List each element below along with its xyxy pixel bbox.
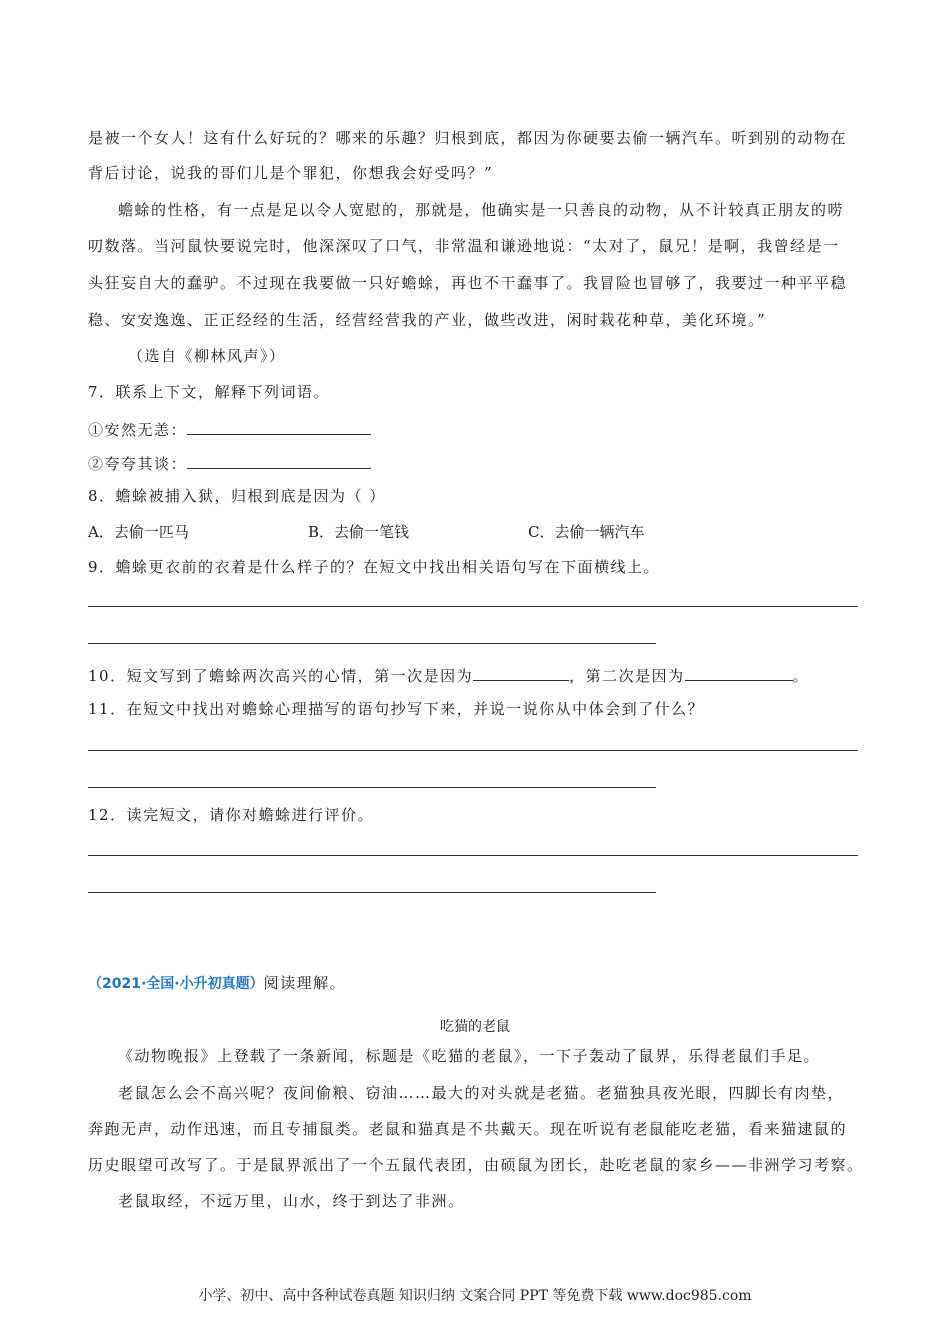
answer-line[interactable] <box>88 892 656 893</box>
answer-blank[interactable] <box>187 452 371 469</box>
article-line: 老鼠取经，不远万里，山水，终于到达了非洲。 <box>118 1192 465 1210</box>
article-line: 历史眼望可改写了。于是鼠界派出了一个五鼠代表团，由硕鼠为团长，赴吃老鼠的家乡——非洲学习考察。 <box>88 1156 864 1174</box>
passage-line: 蟾蜍的性格，有一点是足以令人宽慰的，那就是，他确实是一只善良的动物，从不计较真正朋友的唠 <box>118 201 845 219</box>
passage-line: 叨数落。当河鼠快要说完时，他深深叹了口气，非常温和谦逊地说：“太对了，鼠兄！是啊，我曾经是一 <box>88 237 840 255</box>
exam-source-tag[interactable]: （2021·全国·小升初真题） <box>88 976 264 992</box>
question-10-text: 10．短文写到了蟾蜍两次高兴的心情，第一次是因为 <box>88 667 474 685</box>
section-header <box>88 973 868 994</box>
answer-line[interactable] <box>88 643 656 644</box>
answer-blank[interactable] <box>685 664 793 681</box>
question-7-b <box>88 452 868 474</box>
passage-source: （选自《柳林风声》） <box>128 347 286 365</box>
option-a[interactable]: A．去偷一匹马 <box>88 523 189 541</box>
question-12: 12．读完短文，请你对蟾蜍进行评价。 <box>88 806 375 824</box>
question-10-text: ，第二次是因为 <box>569 667 685 685</box>
page-footer: 小学、初中、高中各种试卷真题 知识归纳 文案合同 PPT 等免费下载 www.doc985.com <box>198 1288 752 1304</box>
answer-line[interactable] <box>88 750 858 751</box>
passage-line: 背后讨论，说我的哥们儿是个罪犯，你想我会好受吗？” <box>88 164 494 182</box>
passage-line: 是被一个女人！这有什么好玩的？哪来的乐趣？归根到底，都因为你硬要去偷一辆汽车。听到别的动物在 <box>88 129 848 147</box>
passage-line: 稳、安安逸逸、正正经经的生活，经营经营我的产业，做些改进，闲时栽花种草，美化环境。” <box>88 311 767 329</box>
question-10 <box>88 664 868 686</box>
passage-line: 头狂妄自大的蠢驴。不过现在我要做一只好蟾蜍，再也不干蠢事了。我冒险也冒够了，我要过一种平平稳 <box>88 274 848 292</box>
question-7: 7．联系上下文，解释下列词语。 <box>88 383 331 401</box>
answer-line[interactable] <box>88 606 858 607</box>
question-10-text: 。 <box>792 667 810 685</box>
article-line: 奔跑无声，动作迅速，而且专捕鼠类。老鼠和猫真是不共戴天。现在听说有老鼠能吃老猫，看来猫逮鼠的 <box>88 1120 848 1138</box>
option-c[interactable]: C．去偷一辆汽车 <box>528 523 645 541</box>
question-9: 9．蟾蜍更衣前的衣着是什么样子的？在短文中找出相关语句写在下面横线上。 <box>88 558 661 576</box>
section-intro: 阅读理解。 <box>263 974 347 992</box>
question-7-a-label: ①安然无恙： <box>88 421 188 439</box>
question-11: 11．在短文中找出对蟾蜍心理描写的语句抄写下来，并说一说你从中体会到了什么？ <box>88 700 705 718</box>
question-7-b-label: ②夸夸其谈： <box>88 455 188 473</box>
article-title: 吃猫的老鼠 <box>440 1019 510 1035</box>
answer-line[interactable] <box>88 855 858 856</box>
option-b[interactable]: B．去偷一笔钱 <box>308 523 410 541</box>
question-8: 8．蟾蜍被捕入狱，归根到底是因为（ ） <box>88 487 386 505</box>
answer-blank[interactable] <box>473 664 569 681</box>
answer-line[interactable] <box>88 787 656 788</box>
article-line: 《动物晚报》上登载了一条新闻，标题是《吃猫的老鼠》，一下子轰动了鼠界，乐得老鼠们手足。 <box>118 1047 821 1065</box>
question-7-a <box>88 418 868 440</box>
article-line: 老鼠怎么会不高兴呢？夜间偷粮、窃油……最大的对头就是老猫。老猫独具夜光眼，四脚长有肉垫， <box>118 1084 845 1102</box>
answer-blank[interactable] <box>187 418 371 435</box>
